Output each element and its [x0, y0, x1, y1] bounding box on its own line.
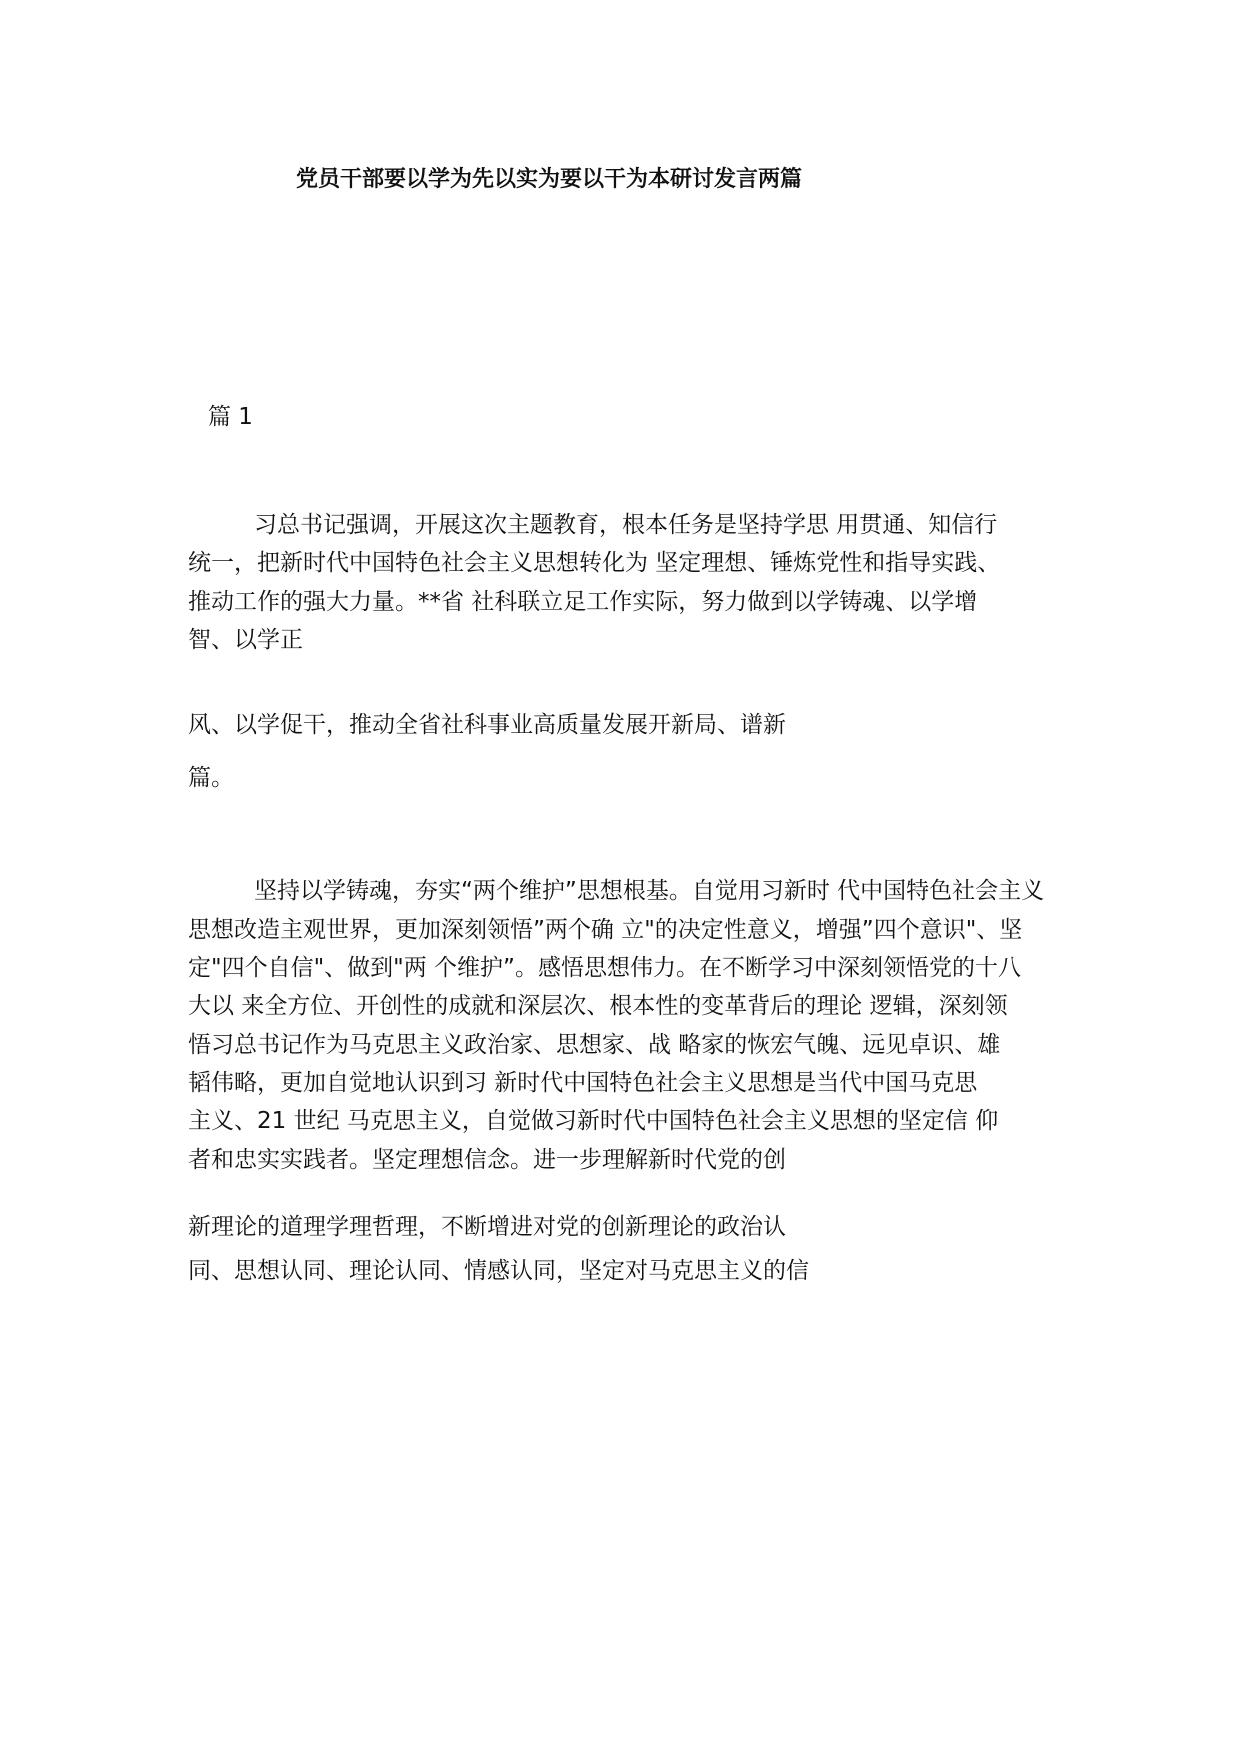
paragraph1-line-4: 智、以学正	[188, 627, 303, 653]
paragraph1-line-3: 推动工作的强大力量。**省 社科联立足工作实际，努力做到以学铸魂、以学增	[188, 589, 978, 615]
paragraph1-line-1: 习总书记强调，开展这次主题教育，根本任务是坚持学思 用贯通、知信行	[254, 512, 998, 538]
paragraph3-line-2: 思想改造主观世界，更加深刻领悟”两个确 立"的决定性意义，增强”四个意识"、坚	[188, 917, 1023, 943]
paragraph3-line-1: 坚持以学铸魂，夯实“两个维护”思想根基。自觉用习新时 代中国特色社会主义	[254, 878, 1045, 904]
document-title: 党员干部要以学为先以实为要以干为本研讨发言两篇	[296, 167, 803, 192]
paragraph3-line-8: 者和忠实实践者。坚定理想信念。进一步理解新时代党的创	[188, 1147, 786, 1173]
paragraph3-line-4: 大以 来全方位、开创性的成就和深层次、根本性的变革背后的理论 逻辑，深刻领	[188, 993, 1008, 1019]
paragraph1-line-2: 统一，把新时代中国特色社会主义思想转化为 坚定理想、锤炼党性和指导实践、	[188, 550, 1001, 576]
paragraph4-line-2: 同、思想认同、理论认同、情感认同，坚定对马克思主义的信	[188, 1258, 809, 1284]
paragraph3-line-5: 悟习总书记作为马克思主义政治家、思想家、战 略家的恢宏气魄、远见卓识、雄	[188, 1032, 1001, 1058]
paragraph2-line-2: 篇。	[188, 765, 234, 791]
paragraph3-line-6: 韬伟略，更加自觉地认识到习 新时代中国特色社会主义思想是当代中国马克思	[188, 1070, 978, 1096]
section-label: 篇 1	[208, 404, 253, 430]
paragraph3-line-3: 定"四个自信"、做到"两 个维护”。感悟思想伟力。在不断学习中深刻领悟党的十八	[188, 955, 1021, 981]
paragraph4-line-1: 新理论的道理学理哲理，不断增进对党的创新理论的政治认	[188, 1214, 786, 1240]
paragraph3-line-7: 主义、21 世纪 马克思主义，自觉做习新时代中国特色社会主义思想的坚定信 仰	[188, 1108, 999, 1134]
paragraph2-line-1: 风、以学促干，推动全省社科事业高质量发展开新局、谱新	[188, 712, 786, 738]
